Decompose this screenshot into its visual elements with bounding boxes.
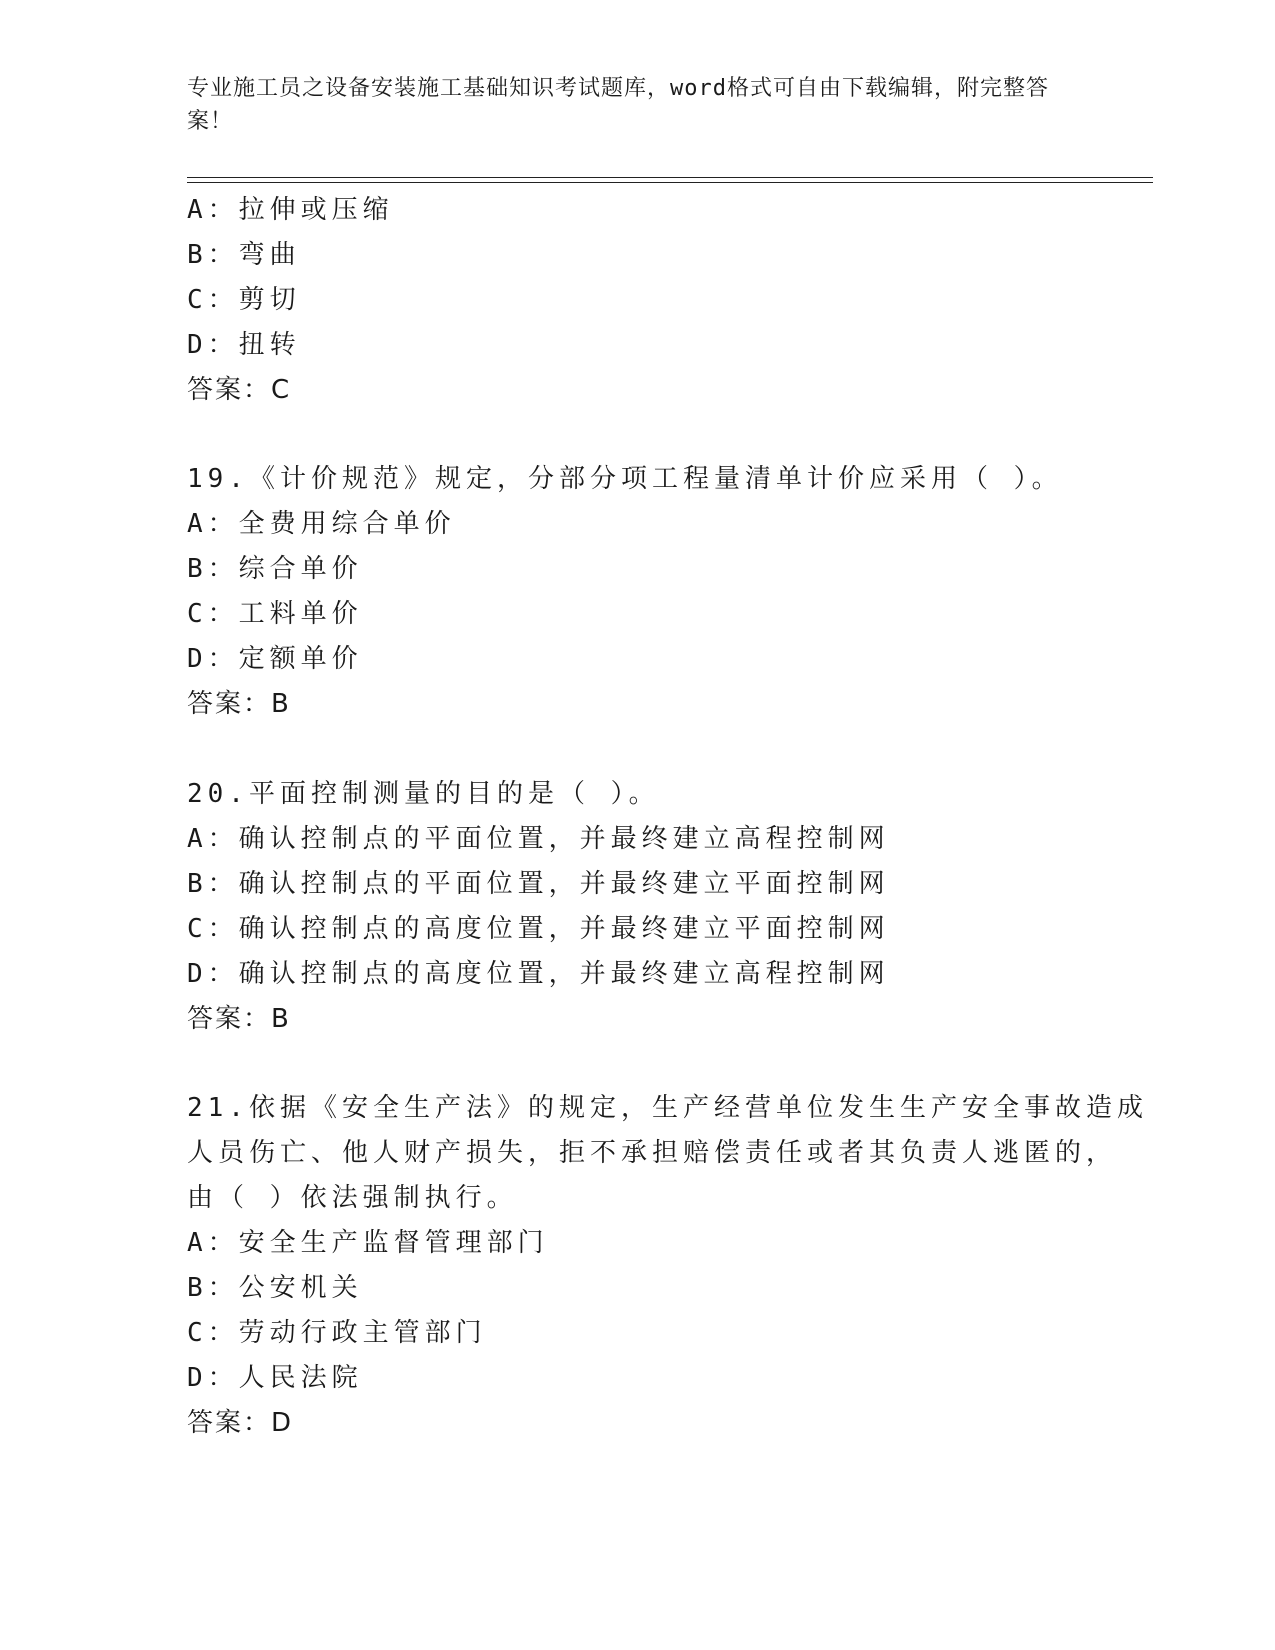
header-divider-bottom — [187, 182, 1153, 183]
q19-option-c: C：工料单价 — [187, 599, 363, 629]
q21-option-a: A：安全生产监督管理部门 — [187, 1228, 549, 1258]
q18-option-a: A：拉伸或压缩 — [187, 195, 394, 225]
document-title: 专业施工员之设备安装施工基础知识考试题库，word格式可自由下载编辑，附完整答案！ — [187, 76, 1049, 134]
q19-option-a: A：全费用综合单价 — [187, 509, 456, 539]
q21-option-d: D：人民法院 — [187, 1363, 363, 1393]
q18-answer: 答案：C — [187, 375, 292, 405]
q20-answer: 答案：B — [187, 1004, 291, 1034]
q20-option-c: C：确认控制点的高度位置，并最终建立平面控制网 — [187, 914, 890, 944]
q19-option-b: B：综合单价 — [187, 554, 363, 584]
q18-option-d: D：扭转 — [187, 330, 301, 360]
q20-stem: 20.平面控制测量的目的是（ ）。 — [187, 779, 660, 809]
q21-stem-line-2: 人员伤亡、他人财产损失，拒不承担赔偿责任或者其负责人逃匿的， — [187, 1138, 1118, 1168]
q21-stem-line-1: 21.依据《安全生产法》的规定，生产经营单位发生生产安全事故造成 — [187, 1093, 1148, 1123]
header-divider-top — [187, 177, 1153, 178]
q19-answer: 答案：B — [187, 689, 291, 719]
q20-option-b: B：确认控制点的平面位置，并最终建立平面控制网 — [187, 869, 890, 899]
q18-option-b: B：弯曲 — [187, 240, 301, 270]
q21-answer: 答案：D — [187, 1408, 294, 1438]
q21-stem-line-3: 由（ ）依法强制执行。 — [187, 1183, 518, 1213]
q18-option-c: C：剪切 — [187, 285, 301, 315]
q20-option-d: D：确认控制点的高度位置，并最终建立高程控制网 — [187, 959, 890, 989]
q19-stem: 19.《计价规范》规定，分部分项工程量清单计价应采用（ ）。 — [187, 464, 1063, 494]
q21-option-c: C：劳动行政主管部门 — [187, 1318, 487, 1348]
q21-option-b: B：公安机关 — [187, 1273, 363, 1303]
q19-option-d: D：定额单价 — [187, 644, 363, 674]
q20-option-a: A：确认控制点的平面位置，并最终建立高程控制网 — [187, 824, 890, 854]
